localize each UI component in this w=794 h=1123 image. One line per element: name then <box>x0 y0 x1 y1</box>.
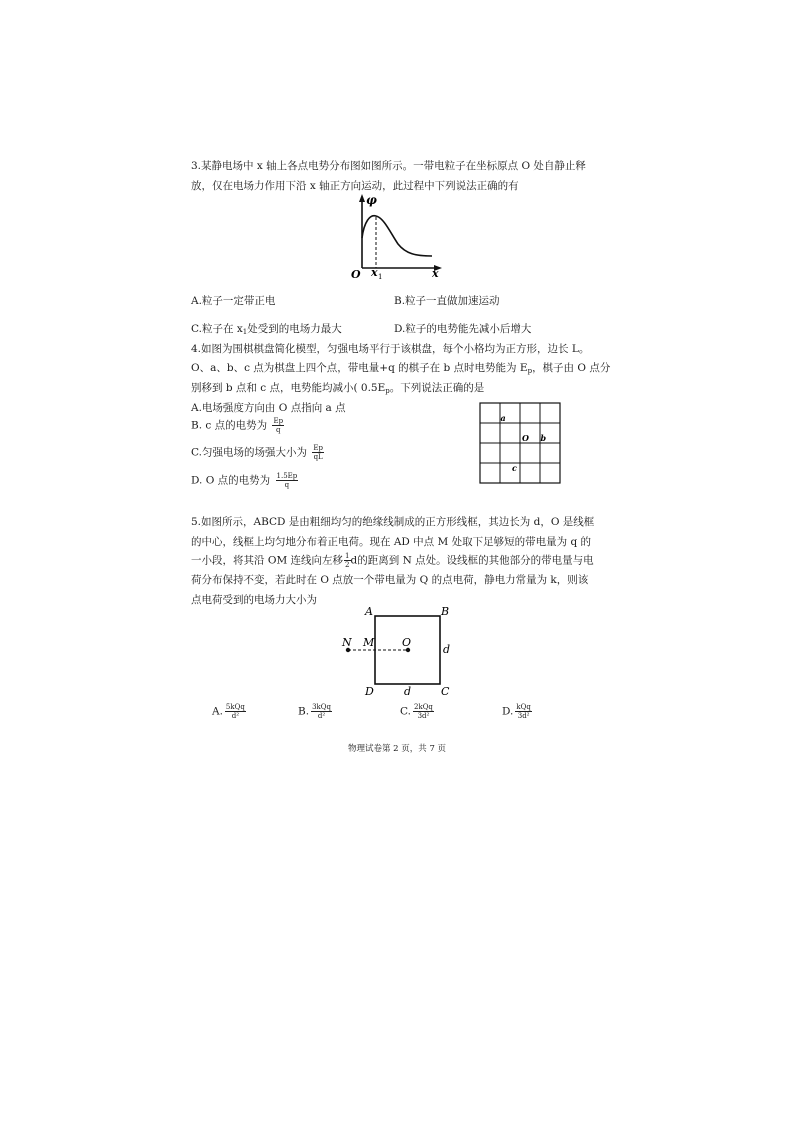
q4-option-b <box>191 417 284 434</box>
q4-option-b-den: q <box>276 426 281 434</box>
q4-option-b-num: Ep <box>273 417 284 425</box>
q5-option-d-num: kQq <box>516 703 531 711</box>
point-o-label: O <box>402 636 412 649</box>
q5-option-d-den: 3d² <box>517 712 530 720</box>
q3-option-a: A.粒子一定带正电 <box>191 295 276 307</box>
q4-option-d-num: 1.5Ep <box>276 472 298 480</box>
q4-text-line3 <box>191 381 484 398</box>
phi-label: φ <box>366 193 377 207</box>
q5-line3-pre: 一小段，将其沿 OM 连线向左移 <box>191 554 344 567</box>
vertex-a-label: A <box>365 605 373 618</box>
q5-option-a <box>212 703 246 720</box>
q4-line2-sub: p <box>527 367 533 375</box>
q4-text-line2 <box>191 361 610 378</box>
q3-option-c-post: 处受到的电场力最大 <box>247 323 342 335</box>
q5-option-b-fraction <box>311 703 332 720</box>
q5-option-c-num: 2kQq <box>414 703 433 711</box>
x-axis-label: x <box>432 267 439 280</box>
origin-label: O <box>351 268 361 280</box>
q5-text-line3 <box>191 552 594 569</box>
q5-line3-num: 1 <box>345 552 350 560</box>
q5-option-d-pre: D. <box>502 705 514 718</box>
point-m-label: M <box>363 636 375 649</box>
vertex-b-label: B <box>441 605 450 618</box>
q4-option-d <box>191 472 298 489</box>
q5-option-a-den: d² <box>231 712 240 720</box>
q5-option-d <box>502 703 532 720</box>
q3-option-c <box>191 322 342 339</box>
q5-line3-den: 2 <box>345 561 350 569</box>
q4-option-d-fraction <box>276 472 299 489</box>
q4-line3-sub: p <box>385 387 390 395</box>
q5-option-d-fraction <box>515 703 531 720</box>
q5-option-b <box>298 703 332 720</box>
q4-option-c <box>191 444 324 461</box>
q4-option-a: A.电场强度方向由 O 点指向 a 点 <box>191 402 346 414</box>
q5-text-line2: 的中心，线框上均匀地分布着正电荷。现在 AD 中点 M 处取下足够短的带电量为 q 的 <box>191 536 591 548</box>
q5-line3-post: d的距离到 N 点处。设线框的其他部分的带电量与电 <box>350 554 594 567</box>
square-frame-figure <box>335 603 460 700</box>
q4-option-b-fraction <box>272 417 284 434</box>
q5-text-line1: 5.如图所示，ABCD 是由粗细均匀的绝缘线制成的正方形线框，其边长为 d，O 是线框 <box>191 516 595 528</box>
q5-option-a-pre: A. <box>212 705 223 718</box>
q4-option-c-fraction <box>312 444 324 461</box>
side-d-right-label: d <box>443 643 451 656</box>
q5-option-a-fraction <box>225 703 246 720</box>
x1-label: x <box>371 266 378 279</box>
q3-option-d: D.粒子的电势能先减小后增大 <box>394 323 532 335</box>
q4-line2-post: ，棋子由 O 点分 <box>532 362 611 374</box>
q4-text-line1: 4.如图为围棋棋盘简化模型，匀强电场平行于该棋盘，每个小格均为正方形，边长 L。 <box>191 343 590 355</box>
point-n-label: N <box>342 636 352 649</box>
q3-text-line1: 3.某静电场中 x 轴上各点电势分布图如图所示。一带电粒子在坐标原点 O 处自静止释 <box>191 160 586 172</box>
q5-option-b-den: d² <box>317 712 326 720</box>
q5-option-b-pre: B. <box>298 705 310 718</box>
q4-line3-post: 。下列说法正确的是 <box>389 382 485 394</box>
grid-point-c: c <box>512 463 517 473</box>
q4-option-c-pre: C.匀强电场的场强大小为 <box>191 446 307 459</box>
q3-option-c-pre: C.粒子在 x <box>191 323 243 335</box>
q3-option-c-sub: 1 <box>242 328 248 336</box>
q5-option-c <box>400 703 434 720</box>
q4-line2-pre: O、a、b、c 点为棋盘上四个点，带电量+q 的棋子在 b 点时电势能为 E <box>191 362 528 374</box>
q5-option-a-num: 5kQq <box>225 703 245 711</box>
q5-option-c-den: 3d² <box>417 712 430 720</box>
q5-text-line4: 荷分布保持不变，若此时在 O 点放一个带电量为 Q 的点电荷，静电力常量为 k，则该 <box>191 574 589 586</box>
q4-option-c-den: qL <box>313 453 323 461</box>
q3-option-b: B.粒子一直做加速运动 <box>394 295 500 307</box>
q4-option-d-den: q <box>284 481 290 489</box>
q4-option-b-pre: B. c 点的电势为 <box>191 419 268 432</box>
go-board-grid <box>478 401 562 485</box>
x1-subscript: 1 <box>378 273 383 280</box>
q5-text-line5: 点电荷受到的电场力大小为 <box>191 594 317 606</box>
q4-option-d-pre: D. O 点的电势为 <box>191 474 271 487</box>
vertex-c-label: C <box>441 685 450 698</box>
grid-point-a: a <box>500 413 506 423</box>
grid-point-b: b <box>540 433 547 443</box>
side-d-bottom-label: d <box>404 685 412 698</box>
q5-option-c-pre: C. <box>400 705 411 718</box>
grid-point-o: O <box>522 433 529 443</box>
potential-graph <box>350 192 445 280</box>
q5-option-c-fraction <box>413 703 434 720</box>
page-footer: 物理试卷第 2 页，共 7 页 <box>347 744 447 754</box>
q4-line3-pre: 别移到 b 点和 c 点，电势能均减小( 0.5E <box>191 382 386 394</box>
q5-option-b-num: 3kQq <box>312 703 331 711</box>
q3-text-line2: 放，仅在电场力作用下沿 x 轴正方向运动，此过程中下列说法正确的有 <box>191 180 519 192</box>
q4-option-c-num: Ep <box>313 444 323 452</box>
vertex-d-label: D <box>365 685 374 698</box>
